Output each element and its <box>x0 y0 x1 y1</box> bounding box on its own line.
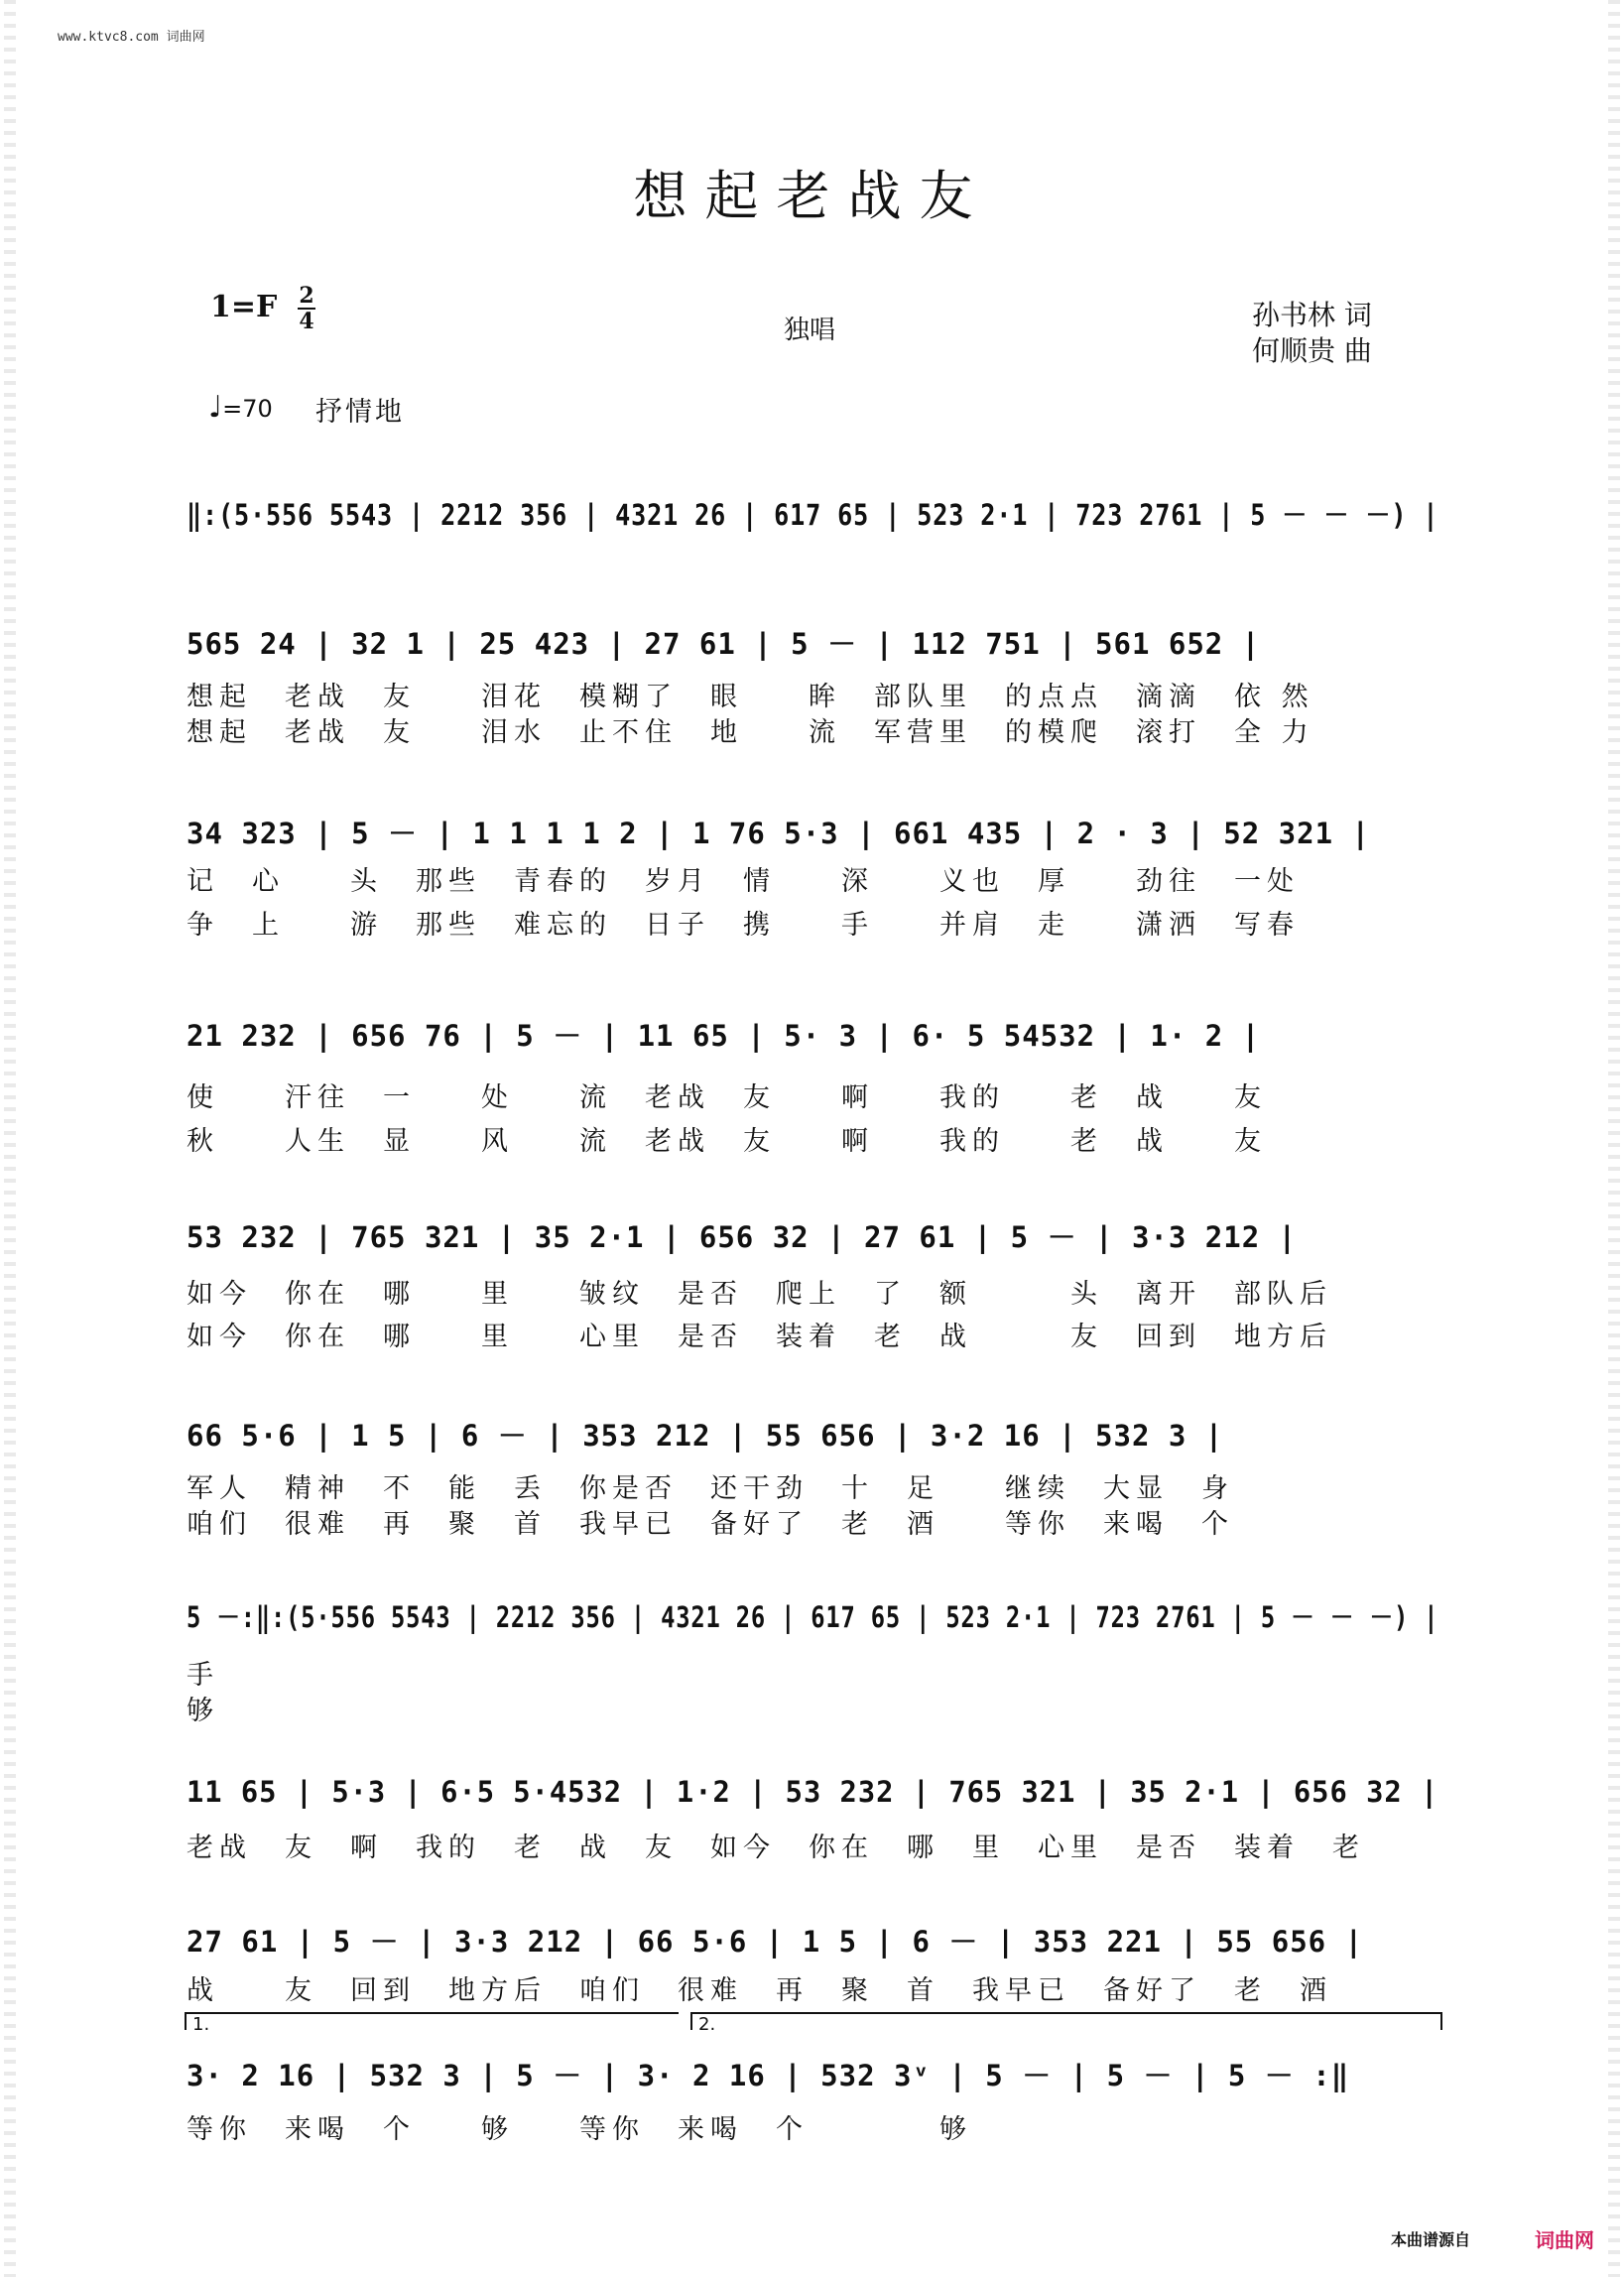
lyric-verse-2: 如今 你在 哪 里 心里 是否 装着 老 战 友 回到 地方后 <box>187 1322 1332 1352</box>
score-line-7 <box>187 1595 1438 1639</box>
lyric-verse-1: 军人 精神 不 能 丢 你是否 还干劲 十 足 继续 大显 身 <box>187 1473 1234 1504</box>
lyric-verse-1: 记 心 头 那些 青春的 岁月 情 深 义也 厚 劲往 一处 <box>187 866 1300 897</box>
lyric-verse-1: 如今 你在 哪 里 皱纹 是否 爬上 了 额 头 离开 部队后 <box>187 1279 1332 1310</box>
footer-source-text: 本曲谱源自 <box>1391 2230 1471 2249</box>
time-signature <box>298 284 315 333</box>
score-line-6 <box>187 1414 1438 1457</box>
second-ending-bracket: 2. <box>690 2012 1442 2030</box>
lyric-verse-1: 手 <box>187 1660 219 1691</box>
notation: 27 61 | 5 － | 3·3 212 | 66 5·6 | 1 5 | 6 － | 353 221 | 55 656 | <box>187 1925 1364 1959</box>
key-signature: 1=F <box>210 290 278 324</box>
score-line-2 <box>187 622 1438 666</box>
notation: 66 5·6 | 1 5 | 6 － | 353 212 | 55 656 | 3·2 16 | 532 3 | <box>187 1419 1224 1453</box>
notation: 11 65 | 5·3 | 6·5 5·4532 | 1·2 | 53 232 | 765 321 | 35 2·1 | 656 32 | <box>187 1775 1439 1809</box>
first-ending-bracket: 1. <box>185 2012 679 2030</box>
lyric-verse-2: 争 上 游 那些 难忘的 日子 携 手 并肩 走 潇洒 写春 <box>187 910 1300 941</box>
quarter-note-icon: ♩ <box>208 390 223 425</box>
expression-mark: 抒情地 <box>315 397 405 428</box>
notation: 53 232 | 765 321 | 35 2·1 | 656 32 | 27 61 | 5 － | 3·3 212 | <box>187 1220 1298 1254</box>
credits <box>1252 298 1372 369</box>
lyric-verse-2: 想起 老战 友 泪水 止不住 地 流 军营里 的模爬 滚打 全 力 <box>187 717 1314 748</box>
tempo <box>208 390 273 425</box>
lyric-coda: 老战 友 啊 我的 老 战 友 如今 你在 哪 里 心里 是否 装着 老 <box>187 1833 1365 1863</box>
lyric-verse-1: 想起 老战 友 泪花 模糊了 眼 眸 部队里 的点点 滴滴 依 然 <box>187 682 1314 712</box>
footer-site-logo[interactable]: 词曲网 <box>1535 2228 1594 2252</box>
composer: 何顺贵 曲 <box>1252 334 1372 367</box>
score-line-1 <box>187 493 1438 537</box>
score-line-5 <box>187 1215 1438 1259</box>
score-line-9 <box>187 1920 1438 1963</box>
notation: 3· 2 16 | 532 3 | 5 － | 3· 2 16 | 532 3ᵛ | 5 － | 5 － | 5 － :‖ <box>187 2059 1350 2092</box>
score-line-3 <box>187 812 1438 855</box>
song-title: 想起老战友 <box>633 165 991 227</box>
score-line-10 <box>187 2054 1438 2097</box>
score-line-4 <box>187 1014 1438 1058</box>
right-margin-watermark <box>1608 0 1620 2277</box>
score-line-8 <box>187 1775 1438 1819</box>
performance-type: 独唱 <box>784 316 836 345</box>
notation: 21 232 | 656 76 | 5 － | 11 65 | 5· 3 | 6· 5 54532 | 1· 2 | <box>187 1019 1261 1053</box>
lyric-verse-2: 咱们 很难 再 聚 首 我早已 备好了 老 酒 等你 来喝 个 <box>187 1509 1234 1540</box>
notation: 565 24 | 32 1 | 25 423 | 27 61 | 5 － | 112 751 | 561 652 | <box>187 627 1261 661</box>
lyricist: 孙书林 词 <box>1252 299 1372 331</box>
lyric-verse-2: 够 <box>187 1696 219 1726</box>
time-signature-bottom: 4 <box>299 309 314 334</box>
lyric-verse-2: 秋 人生 显 风 流 老战 友 啊 我的 老 战 友 <box>187 1126 1267 1157</box>
time-signature-top: 2 <box>299 283 314 309</box>
notation: ‖:(5·556 5543 | 2212 356 | 4321 26 | 617 65 | 523 2·1 | 723 2761 | 5 － － －) | <box>187 498 1439 532</box>
left-margin-watermark <box>4 0 16 2277</box>
site-url: www.ktvc8.com 词曲网 <box>58 30 205 45</box>
lyric-coda: 等你 来喝 个 够 等你 来喝 个 够 <box>187 2114 972 2145</box>
notation: 5 －:‖:(5·556 5543 | 2212 356 | 4321 26 | 617 65 | 523 2·1 | 723 2761 | 5 － － －) | <box>187 1600 1439 1634</box>
notation: 34 323 | 5 － | 1 1 1 1 2 | 1 76 5·3 | 661 435 | 2 · 3 | 52 321 | <box>187 817 1370 850</box>
tempo-value: =70 <box>222 395 273 423</box>
lyric-coda: 战 友 回到 地方后 咱们 很难 再 聚 首 我早已 备好了 老 酒 <box>187 1975 1332 2006</box>
lyric-verse-1: 使 汗往 一 处 流 老战 友 啊 我的 老 战 友 <box>187 1082 1267 1113</box>
